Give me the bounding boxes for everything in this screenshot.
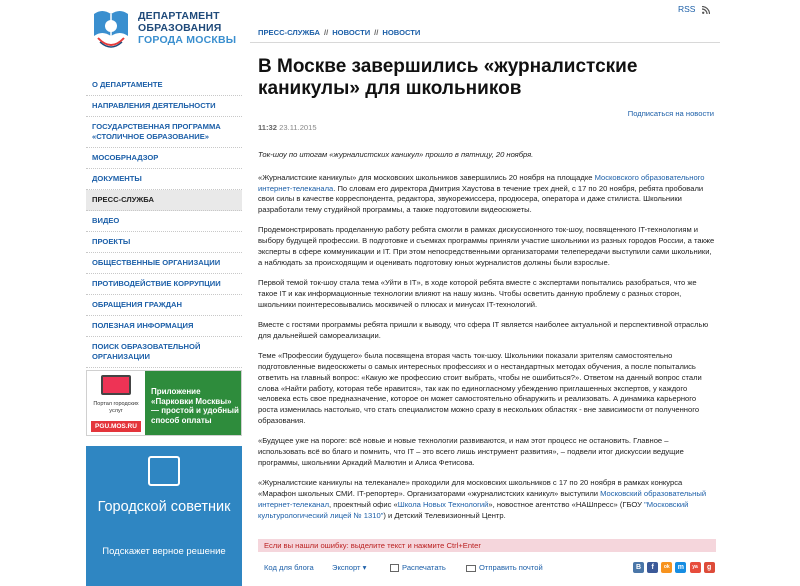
city-advisor-banner[interactable]	[86, 446, 242, 586]
nav-item-projects[interactable]: ПРОЕКТЫ	[86, 232, 242, 253]
nav-item-about[interactable]: О ДЕПАРТАМЕНТЕ	[86, 75, 242, 96]
pgu-badge: PGU.MOS.RU	[91, 421, 141, 432]
article-paragraph: Теме «Профессии будущего» была посвящена вторая часть ток-шоу. Школьники показали зрителям самостоятельно подготовленные видеосюжеты о самых интересных профессиях и о нестандартных методах обучения, а после попытались ответить на главный вопрос: «Какую же профессию стоит выбрать, чтобы не ошибиться?». Ответом на данный вопрос стали слова «Найти работу, которая тебе нравится», так как по единогласному убеждению приглашенных экспертов, у каждого человека есть свое предназначение, которое он может самостоятельно обнаружить и реализовать. А динамика карьерного роста изменилась настолько, что стать специалистом можно сразу в нескольких областях - вне зависимости от полученного образования.	[258, 351, 702, 425]
breadcrumb-separator: //	[323, 28, 329, 37]
nav-item-search-org[interactable]: ПОИСК ОБРАЗОВАТЕЛЬНОЙ ОРГАНИЗАЦИИ	[86, 337, 242, 368]
nav-item-state-program[interactable]: ГОСУДАРСТВЕННАЯ ПРОГРАММА «СТОЛИЧНОЕ ОБРАЗОВАНИЕ»	[86, 117, 242, 148]
parking-app-text: Приложение «Парковки Москвы» — простой и удобный способ оплаты	[151, 387, 239, 425]
nav-item-anticorruption[interactable]: ПРОТИВОДЕЙСТВИЕ КОРРУПЦИИ	[86, 274, 242, 295]
email-button[interactable]: Отправить почтой	[466, 561, 543, 575]
yandex-share-icon[interactable]: ya	[690, 562, 701, 573]
article-paragraph: «Журналистские каникулы» для московских школьников завершились 20 ноября на площадке Московского образовательного интернет-телеканала. По словам его директора Дмитрия Хаустова в течение трех дней, с 17 по 20 ноября, ребята пробовали свои силы в качестве корреспондента, редактора, звукорежиссера, продюсера, оператора и даже стилиста. Школьники разработали тему студийной программы, а также подготовили видеосюжеты.	[258, 172, 705, 215]
advisor-title: Городской советник	[97, 499, 231, 515]
chevron-down-icon: ▾	[362, 563, 367, 572]
main-navigation	[86, 75, 242, 389]
article-body	[258, 150, 716, 531]
nav-item-mosobrnadzor[interactable]: МОСОБРНАДЗОР	[86, 148, 242, 169]
portal-panel	[87, 371, 145, 435]
breadcrumb-press-service[interactable]: ПРЕСС-СЛУЖБА	[258, 28, 320, 37]
nav-item-video[interactable]: ВИДЕО	[86, 211, 242, 232]
vk-share-icon[interactable]: B	[633, 562, 644, 573]
rss-link[interactable]	[678, 4, 710, 14]
article-lead: Ток-шоу по итогам «журналистских каникул» прошло в пятницу, 20 ноября.	[258, 150, 534, 159]
nav-item-appeals[interactable]: ОБРАЩЕНИЯ ГРАЖДАН	[86, 295, 242, 316]
advisor-subtitle: Подскажет верное решение	[102, 546, 226, 557]
mailru-share-icon[interactable]: m	[675, 562, 686, 573]
nav-item-documents[interactable]: ДОКУМЕНТЫ	[86, 169, 242, 190]
breadcrumb-news[interactable]: НОВОСТИ	[332, 28, 371, 37]
book-emblem-icon	[90, 6, 132, 52]
tv-channel-link[interactable]: Московский образовательный интернет-телеканал	[258, 488, 707, 509]
breadcrumb-separator: //	[374, 28, 379, 37]
new-tech-school-link[interactable]: Школа Новых Технологий	[397, 499, 489, 509]
logo-text: ДЕПАРТАМЕНТ ОБРАЗОВАНИЯ ГОРОДА МОСКВЫ	[138, 10, 237, 46]
article-paragraph: Первой темой ток-шоу стала тема «Уйти в IT», в ходе которой ребята вместе с экспертами попытались разобраться, что же такое IT и как информационные технологии влияют на нашу жизнь. Чтобы осветить данную проблему с разных сторон, школьники поинтересовывались москвичей о плюсах и минусах IT-технологий.	[258, 278, 697, 309]
subscribe-link[interactable]: Подписаться на новости	[627, 109, 714, 118]
article-paragraph: Вместе с гостями программы ребята пришли к выводу, что сфера IT является наиболее актуальной и перспективной отраслью для дальнейшей самореализации.	[258, 320, 709, 340]
department-logo[interactable]	[90, 6, 240, 56]
odnoklassniki-share-icon[interactable]: ok	[661, 562, 672, 573]
mail-icon	[466, 565, 476, 572]
parking-panel	[145, 371, 241, 435]
chat-icon	[148, 456, 180, 486]
export-dropdown[interactable]: Экспорт ▾	[332, 563, 367, 572]
breadcrumb-divider	[250, 42, 720, 43]
google-share-icon[interactable]: g	[704, 562, 715, 573]
portal-label: Портал городских услуг	[93, 401, 139, 414]
article-footer	[258, 561, 716, 575]
article-date: 23.11.2015	[279, 123, 317, 132]
article-paragraph: «Будущее уже на пороге: всё новые и новые технологии развиваются, и нам этот процесс не остановить. Главное – использовать всё во благо и помнить, что IT – это всего лишь инструмент развития», – подвели итог дискуссии ведущие программы, школьники Аркадий Малютин и Алиса Фетисова.	[258, 436, 684, 467]
print-button[interactable]: Распечатать	[390, 561, 446, 575]
breadcrumb-news-current[interactable]: НОВОСТИ	[382, 28, 421, 37]
sidebar	[0, 0, 242, 586]
tv-channel-link[interactable]: Московского образовательного интернет-телеканала	[258, 172, 705, 193]
article-time: 11:32	[258, 123, 278, 132]
rss-icon	[702, 6, 710, 14]
error-report-bar: Если вы нашли ошибку: выделите текст и нажмите Ctrl+Enter	[258, 539, 716, 552]
laptop-icon	[101, 375, 131, 395]
social-share	[633, 562, 716, 576]
print-icon	[390, 564, 399, 572]
lyceum-link[interactable]: "Московский культурологический лицей № 1310"	[258, 499, 689, 520]
breadcrumb	[258, 28, 718, 40]
facebook-share-icon[interactable]: f	[647, 562, 658, 573]
article-paragraph: «Журналистские каникулы на телеканале» проходили для московских школьников с 17 по 20 ноября в рамках конкурса «Марафон школьных СМИ. IT-репортер». Организаторами «журналистских каникул» выступили Московский образовательный интернет-телеканал, проектный офис «Школа Новых Технологий», новостное агентство «НАШпресс» (ГБОУ "Московский культурологический лицей № 1310") и Детский Телевизионный Центр.	[258, 478, 707, 520]
article-paragraph: Продемонстрировать проделанную работу ребята смогли в рамках дискуссионного ток-шоу, посвященного IT-технологиям и выбору будущей профессии. В подготовке и съемках программы приняли участие школьники из разных городов России, а также эксперты в сфере коммуникации и IT. При этом непосредственными организаторами телепередачи выступили сами школьники, а наблюдать за происходящим и оценивать подготовку юных журналистов должны были взрослые.	[258, 225, 715, 267]
nav-item-public-orgs[interactable]: ОБЩЕСТВЕННЫЕ ОРГАНИЗАЦИИ	[86, 253, 242, 274]
nav-item-directions[interactable]: НАПРАВЛЕНИЯ ДЕЯТЕЛЬНОСТИ	[86, 96, 242, 117]
parking-app-banner[interactable]	[86, 370, 242, 436]
page-title: В Москве завершились «журналистские каникулы» для школьников	[258, 56, 638, 99]
nav-item-press-service[interactable]: ПРЕСС-СЛУЖБА	[86, 190, 242, 211]
blog-code-link[interactable]: Код для блога	[264, 563, 314, 572]
rss-label: RSS	[678, 4, 696, 14]
nav-item-useful-info[interactable]: ПОЛЕЗНАЯ ИНФОРМАЦИЯ	[86, 316, 242, 337]
article-meta	[258, 123, 317, 132]
